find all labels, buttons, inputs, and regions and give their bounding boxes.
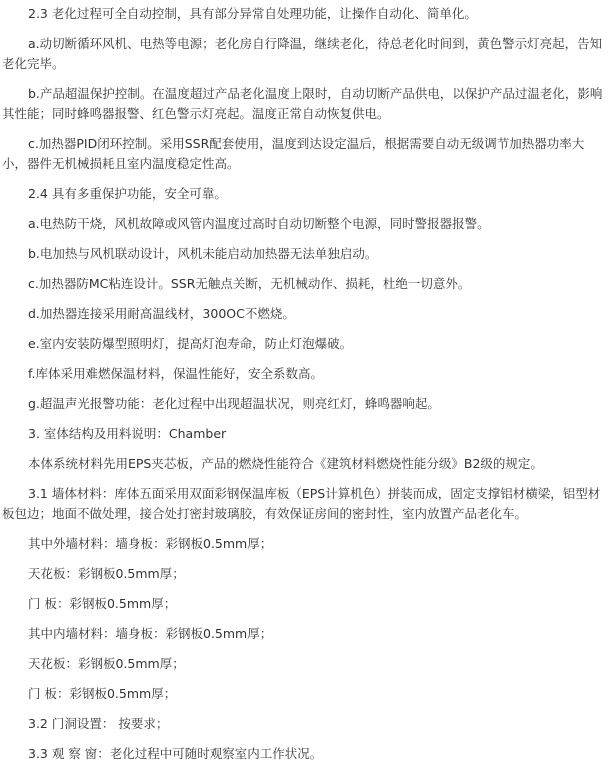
item-b-overtemp-protection: b.产品超温保护控制。在温度超过产品老化温度上限时，自动切断产品供电，以保护产品过温老化，影响其性能；同时蜂鸣器报警、红色警示灯亮起。温度正常自动恢复供电。 <box>2 86 603 121</box>
outer-door-panel: 门 板：彩钢板0.5mm厚； <box>28 596 177 611</box>
section-3-1-wall-materials: 3.1 墙体材料：库体五面采用双面彩钢保温库板（EPS计算机色）拼装而成，固定支撑铝材横梁，铝型材板包边；地面不做处理，接合处打密封玻璃胶，有效保证房间的密封性，室内放置产品老化车。 <box>2 486 601 521</box>
item-e-explosion-proof-light: e.室内安装防爆型照明灯，提高灯泡寿命，防止灯泡爆破。 <box>28 336 353 351</box>
item-b-fan-interlock: b.电加热与风机联动设计，风机未能启动加热器无法单独启动。 <box>28 246 378 261</box>
section-3-heading: 3. 室体结构及用料说明：Chamber <box>28 426 227 441</box>
section-3-2-door-opening: 3.2 门洞设置： 按要求； <box>28 716 169 731</box>
item-a-power-cutoff: a.动切断循环风机、电热等电源；老化房自行降温，继续老化，待总老化时间到，黄色警示灯亮起，告知老化完毕。 <box>2 36 603 71</box>
section-3-intro: 本体系统材料先用EPS夹芯板，产品的燃烧性能符合《建筑材料燃烧性能分级》B2级的规定。 <box>28 456 543 471</box>
item-d-high-temp-wiring: d.加热器连接采用耐高温线材，300OC不燃烧。 <box>28 306 295 321</box>
outer-wall-panel: 其中外墙材料：墙身板：彩钢板0.5mm厚； <box>28 536 273 551</box>
outer-ceiling-panel: 天花板：彩钢板0.5mm厚； <box>28 566 185 581</box>
item-c-pid-control: c.加热器PID闭环控制。采用SSR配套使用，温度到达设定温后，根据需要自动无级调节加热器功率大小，器件无机械损耗且室内温度稳定性高。 <box>2 136 585 171</box>
section-2-4-heading: 2.4 具有多重保护功能，安全可靠。 <box>28 186 227 201</box>
inner-door-panel: 门 板：彩钢板0.5mm厚； <box>28 686 177 701</box>
section-3-3-observation-window: 3.3 观 察 窗：老化过程中可随时观察室内工作状况。 <box>28 746 323 761</box>
section-2-3-heading: 2.3 老化过程可全自动控制，具有部分异常自处理功能，让操作自动化、简单化。 <box>28 6 477 21</box>
item-f-flame-retardant-insulation: f.库体采用难燃保温材料，保温性能好，安全系数高。 <box>28 366 323 381</box>
inner-wall-panel: 其中内墙材料：墙身板：彩钢板0.5mm厚； <box>28 626 273 641</box>
inner-ceiling-panel: 天花板：彩钢板0.5mm厚； <box>28 656 185 671</box>
item-c-anti-stick-design: c.加热器防MC粘连设计。SSR无触点关断，无机械动作、损耗，杜绝一切意外。 <box>28 276 471 291</box>
item-g-overtemp-alarm: g.超温声光报警功能：老化过程中出现超温状况，则亮红灯，蜂鸣器响起。 <box>28 396 440 411</box>
item-a-dry-burn-protection: a.电热防干烧，风机故障或风管内温度过高时自动切断整个电源，同时警报器报警。 <box>28 216 490 231</box>
